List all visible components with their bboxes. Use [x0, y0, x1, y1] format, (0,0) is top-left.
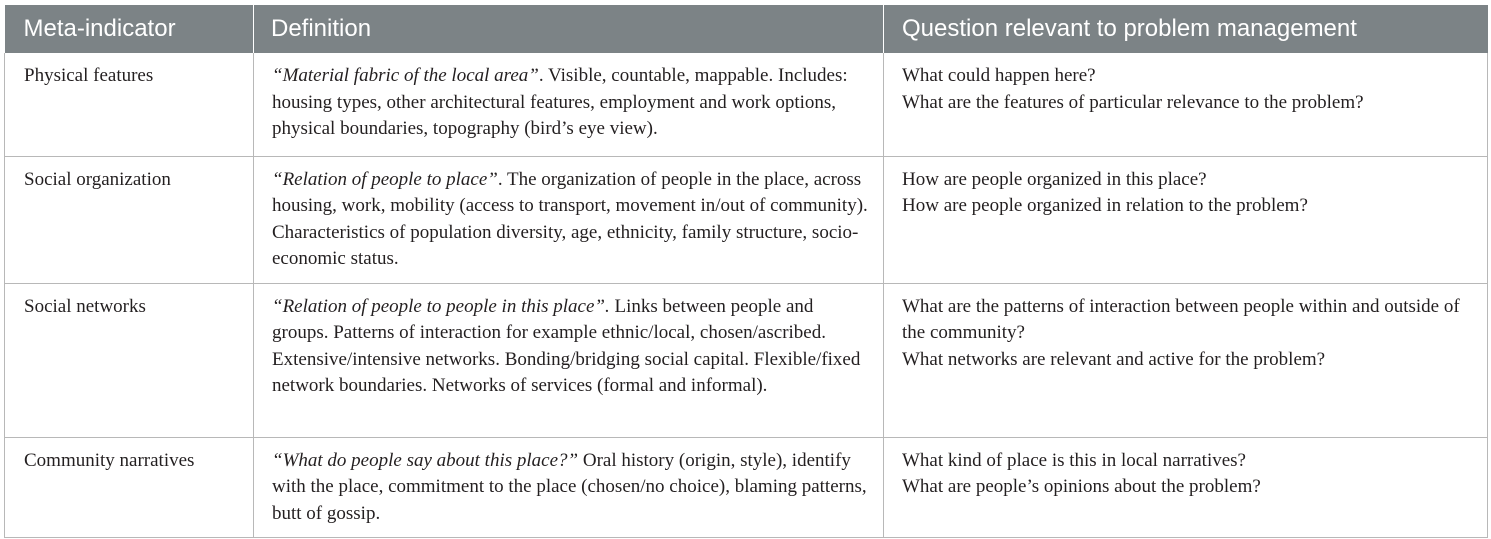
header-question: Question relevant to problem management: [884, 5, 1488, 53]
meta-indicator-table: [4, 5, 1488, 538]
table-row: [5, 156, 1488, 283]
table-row: [5, 437, 1488, 538]
question-line: What are the patterns of interaction between people within and outside of the community?: [902, 295, 1460, 343]
table-header-row: [5, 5, 1488, 53]
definition-cell: [254, 53, 884, 156]
question-line: What could happen here?: [902, 65, 1096, 86]
header-meta-indicator: Meta-indicator: [5, 5, 254, 53]
definition-quote: “What do people say about this place?”: [272, 449, 579, 471]
definition-quote: “Relation of people to place”: [272, 168, 498, 190]
table-row: [5, 53, 1488, 156]
question-cell: [884, 437, 1488, 538]
definition-cell: [254, 437, 884, 538]
definition-text: Oral history (origin, style), identify with the place, commitment to the place (chosen/no choice), blaming patterns, butt of gossip.: [272, 449, 867, 524]
definition-text: Links between people and groups. Patterns of interaction for example ethnic/local, chosen/ascribed. Extensive/intensive networks. Bonding/bridging social capital. Flexible/fixed network boundaries. Networks of services (formal and informal).: [272, 295, 861, 396]
question-line: What are people’s opinions about the problem?: [902, 476, 1261, 497]
header-definition: Definition: [254, 5, 884, 53]
question-line: How are people organized in this place?: [902, 168, 1207, 190]
meta-indicator-table-container: [4, 5, 1487, 538]
question-cell: [884, 156, 1488, 283]
indicator-cell: Community narratives: [5, 437, 254, 538]
question-cell: [884, 283, 1488, 437]
indicator-cell: Physical features: [5, 53, 254, 156]
indicator-cell: Social organization: [5, 156, 254, 283]
table-row: [5, 283, 1488, 437]
question-line: What are the features of particular relevance to the problem?: [902, 91, 1364, 113]
indicator-cell: Social networks: [5, 283, 254, 437]
question-cell: [884, 53, 1488, 156]
definition-text: . The organization of people in the place, across housing, work, mobility (access to transport, movement in/out of community). Characteristics of population diversity, age, ethnicity, family structure, socio-economic status.: [272, 168, 868, 269]
definition-quote: “Material fabric of the local area”: [272, 65, 539, 86]
question-line: How are people organized in relation to the problem?: [902, 195, 1308, 216]
question-line: What kind of place is this in local narratives?: [902, 449, 1246, 471]
definition-text: . Visible, countable, mappable. Includes: housing types, other architectural features, employment and work options, physical boundaries, topography (bird’s eye view).: [272, 65, 848, 139]
question-line: What networks are relevant and active for the problem?: [902, 348, 1326, 370]
definition-cell: [254, 156, 884, 283]
definition-cell: [254, 283, 884, 437]
definition-quote: “Relation of people to people in this place”.: [272, 295, 610, 317]
